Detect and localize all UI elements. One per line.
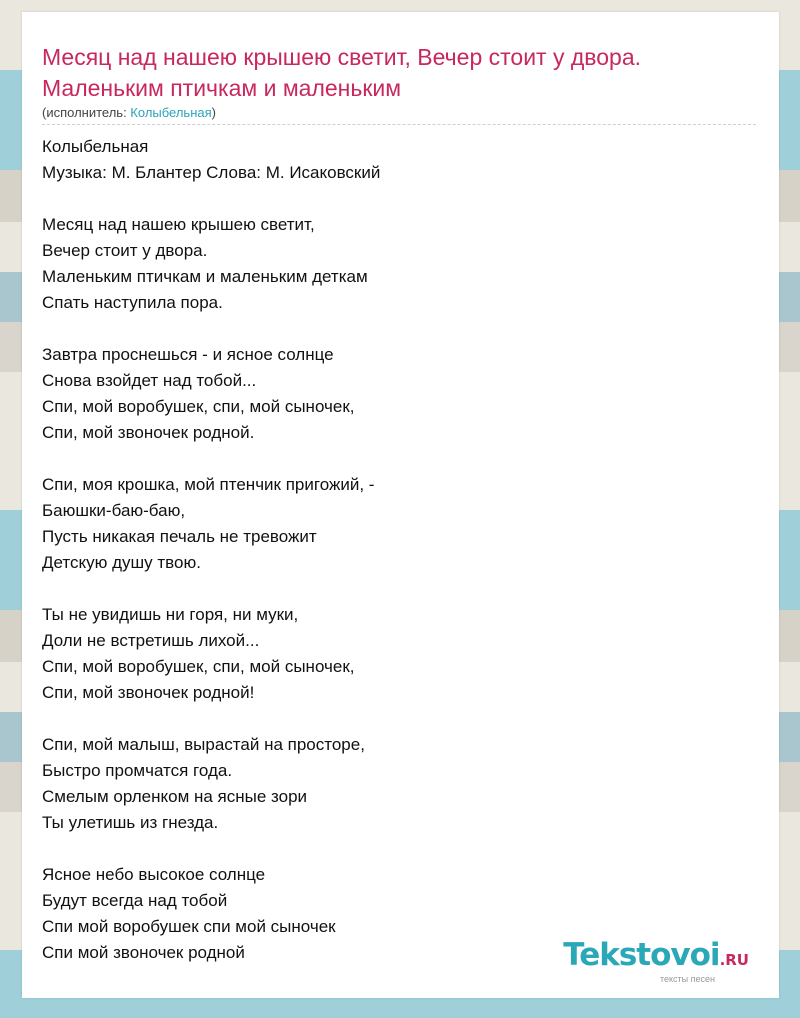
logo-domain: .RU [719, 951, 749, 969]
stanza-gap [42, 706, 762, 732]
lyrics-header-line: Музыка: М. Блантер Слова: М. Исаковский [42, 163, 381, 182]
lyric-line: Смелым орленком на ясные зори [42, 787, 308, 806]
lyric-line: Спи, мой воробушек, спи, мой сыночек, [42, 657, 355, 676]
stanza [42, 472, 762, 576]
lyric-line: Спи, мой малыш, вырастай на просторе, [42, 735, 365, 754]
lyric-line: Завтра проснешься - и ясное солнце [42, 345, 334, 364]
lyric-line: Спи, мой воробушек, спи, мой сыночек, [42, 397, 355, 416]
lyric-line: Ты улетишь из гнезда. [42, 813, 219, 832]
lyric-line: Будут всегда над тобой [42, 891, 228, 910]
lyric-line: Маленьким птичкам и маленьким деткам [42, 267, 368, 286]
performer-suffix: ) [211, 105, 216, 120]
lyric-line: Доли не встретишь лихой... [42, 631, 260, 650]
stanza-gap [42, 446, 762, 472]
stanza [42, 732, 762, 836]
divider [42, 124, 756, 125]
lyric-line: Пусть никакая печаль не тревожит [42, 527, 317, 546]
lyrics-card [22, 12, 779, 998]
page-title [42, 42, 762, 104]
stanza-gap [42, 316, 762, 342]
lyric-line: Месяц над нашею крышею светит, [42, 215, 315, 234]
lyric-line: Вечер стоит у двора. [42, 241, 208, 260]
performer-prefix: (исполнитель: [42, 105, 131, 120]
logo-tagline: тексты песен [659, 974, 715, 984]
stanza-gap [42, 576, 762, 602]
stanza [42, 602, 762, 706]
lyric-line: Ясное небо высокое солнце [42, 865, 266, 884]
lyric-line: Ты не увидишь ни горя, ни муки, [42, 605, 299, 624]
stanza [42, 212, 762, 316]
lyrics-text [42, 134, 762, 966]
lyric-line: Спи, мой звоночек родной. [42, 423, 255, 442]
lyric-line: Быстро промчатся года. [42, 761, 233, 780]
lyric-line: Спи мой воробушек спи мой сыночек [42, 917, 336, 936]
lyric-line: Спать наступила пора. [42, 293, 223, 312]
lyric-line: Снова взойдет над тобой... [42, 371, 257, 390]
performer-info [42, 105, 216, 121]
lyric-line: Детскую душу твою. [42, 553, 201, 572]
stanza-gap [42, 836, 762, 862]
title-line: Маленьким птичкам и маленьким [42, 75, 402, 101]
logo-text [563, 939, 749, 976]
performer-link[interactable]: Колыбельная [130, 105, 212, 120]
lyrics-header-line: Колыбельная [42, 137, 149, 156]
logo-name: Tekstovoi [563, 937, 720, 973]
title-line: Месяц над нашею крышею светит, Вечер стоит у двора. [42, 44, 642, 70]
lyric-line: Спи, моя крошка, мой птенчик пригожий, - [42, 475, 375, 494]
stanza-gap [42, 186, 762, 212]
stanza [42, 342, 762, 446]
lyric-line: Баюшки-баю-баю, [42, 501, 186, 520]
lyric-line: Спи мой звоночек родной [42, 943, 245, 962]
site-logo[interactable] [563, 939, 749, 984]
lyric-line: Спи, мой звоночек родной! [42, 683, 255, 702]
